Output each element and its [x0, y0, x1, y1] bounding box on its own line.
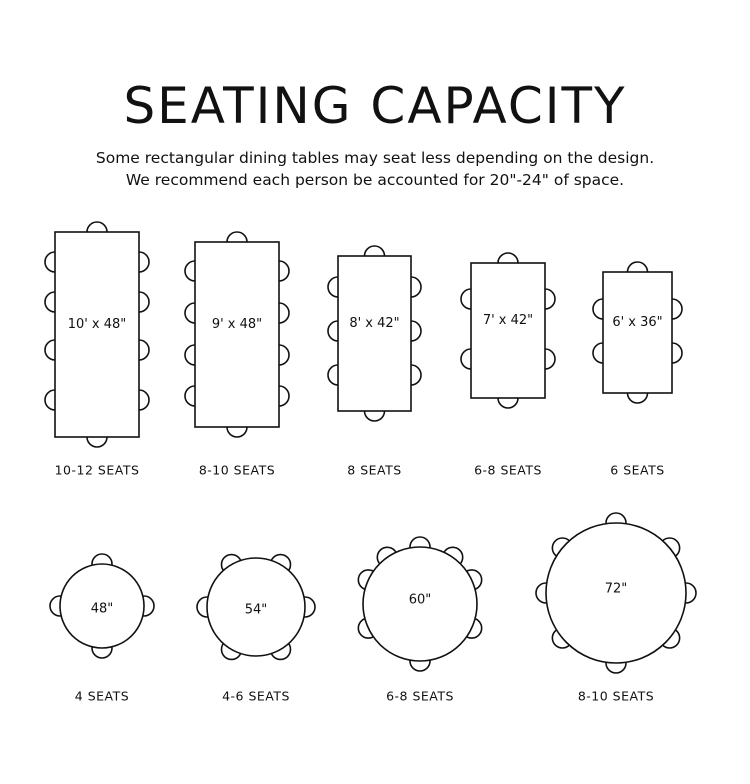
- seat-count-label: 10-12 SEATS: [54, 462, 140, 478]
- page-title: SEATING CAPACITY: [123, 77, 627, 135]
- table-size-label: 6' x 36": [612, 315, 663, 330]
- seat-count-label: 8-10 SEATS: [577, 688, 655, 704]
- subtitle-line-2: We recommend each person be accounted for 20"-24" of space.: [125, 171, 625, 189]
- seat-count-label: 6-8 SEATS: [386, 688, 454, 704]
- round-table-4: [536, 513, 696, 704]
- table-top: [55, 232, 139, 437]
- rect-table-2: [185, 232, 289, 478]
- table-size-label: 10' x 48": [67, 317, 127, 332]
- table-top: [603, 272, 672, 393]
- round-table-1: [50, 554, 154, 704]
- round-table-3: [358, 537, 481, 704]
- subtitle-line-1: Some rectangular dining tables may seat less depending on the design.: [95, 149, 655, 167]
- rect-table-5: [593, 262, 682, 478]
- rect-table-3: [328, 246, 421, 478]
- rect-table-1: [45, 222, 149, 478]
- table-size-label: 60": [408, 592, 432, 608]
- rect-table-4: [461, 253, 555, 478]
- table-top: [195, 242, 279, 427]
- seat-count-label: 4-6 SEATS: [222, 688, 290, 704]
- seat-count-label: 6 SEATS: [610, 462, 665, 478]
- round-table-2: [197, 555, 315, 704]
- seat-count-label: 8-10 SEATS: [198, 462, 276, 478]
- table-size-label: 72": [604, 581, 628, 597]
- table-top: [471, 263, 545, 398]
- table-size-label: 7' x 42": [482, 313, 534, 328]
- table-top: [338, 256, 411, 411]
- table-size-label: 54": [244, 602, 268, 618]
- seat-count-label: 8 SEATS: [347, 462, 402, 478]
- table-size-label: 48": [90, 601, 114, 617]
- table-size-label: 8' x 42": [349, 316, 400, 331]
- table-size-label: 9' x 48": [211, 317, 263, 332]
- seat-count-label: 4 SEATS: [74, 688, 130, 704]
- seat-count-label: 6-8 SEATS: [474, 462, 542, 478]
